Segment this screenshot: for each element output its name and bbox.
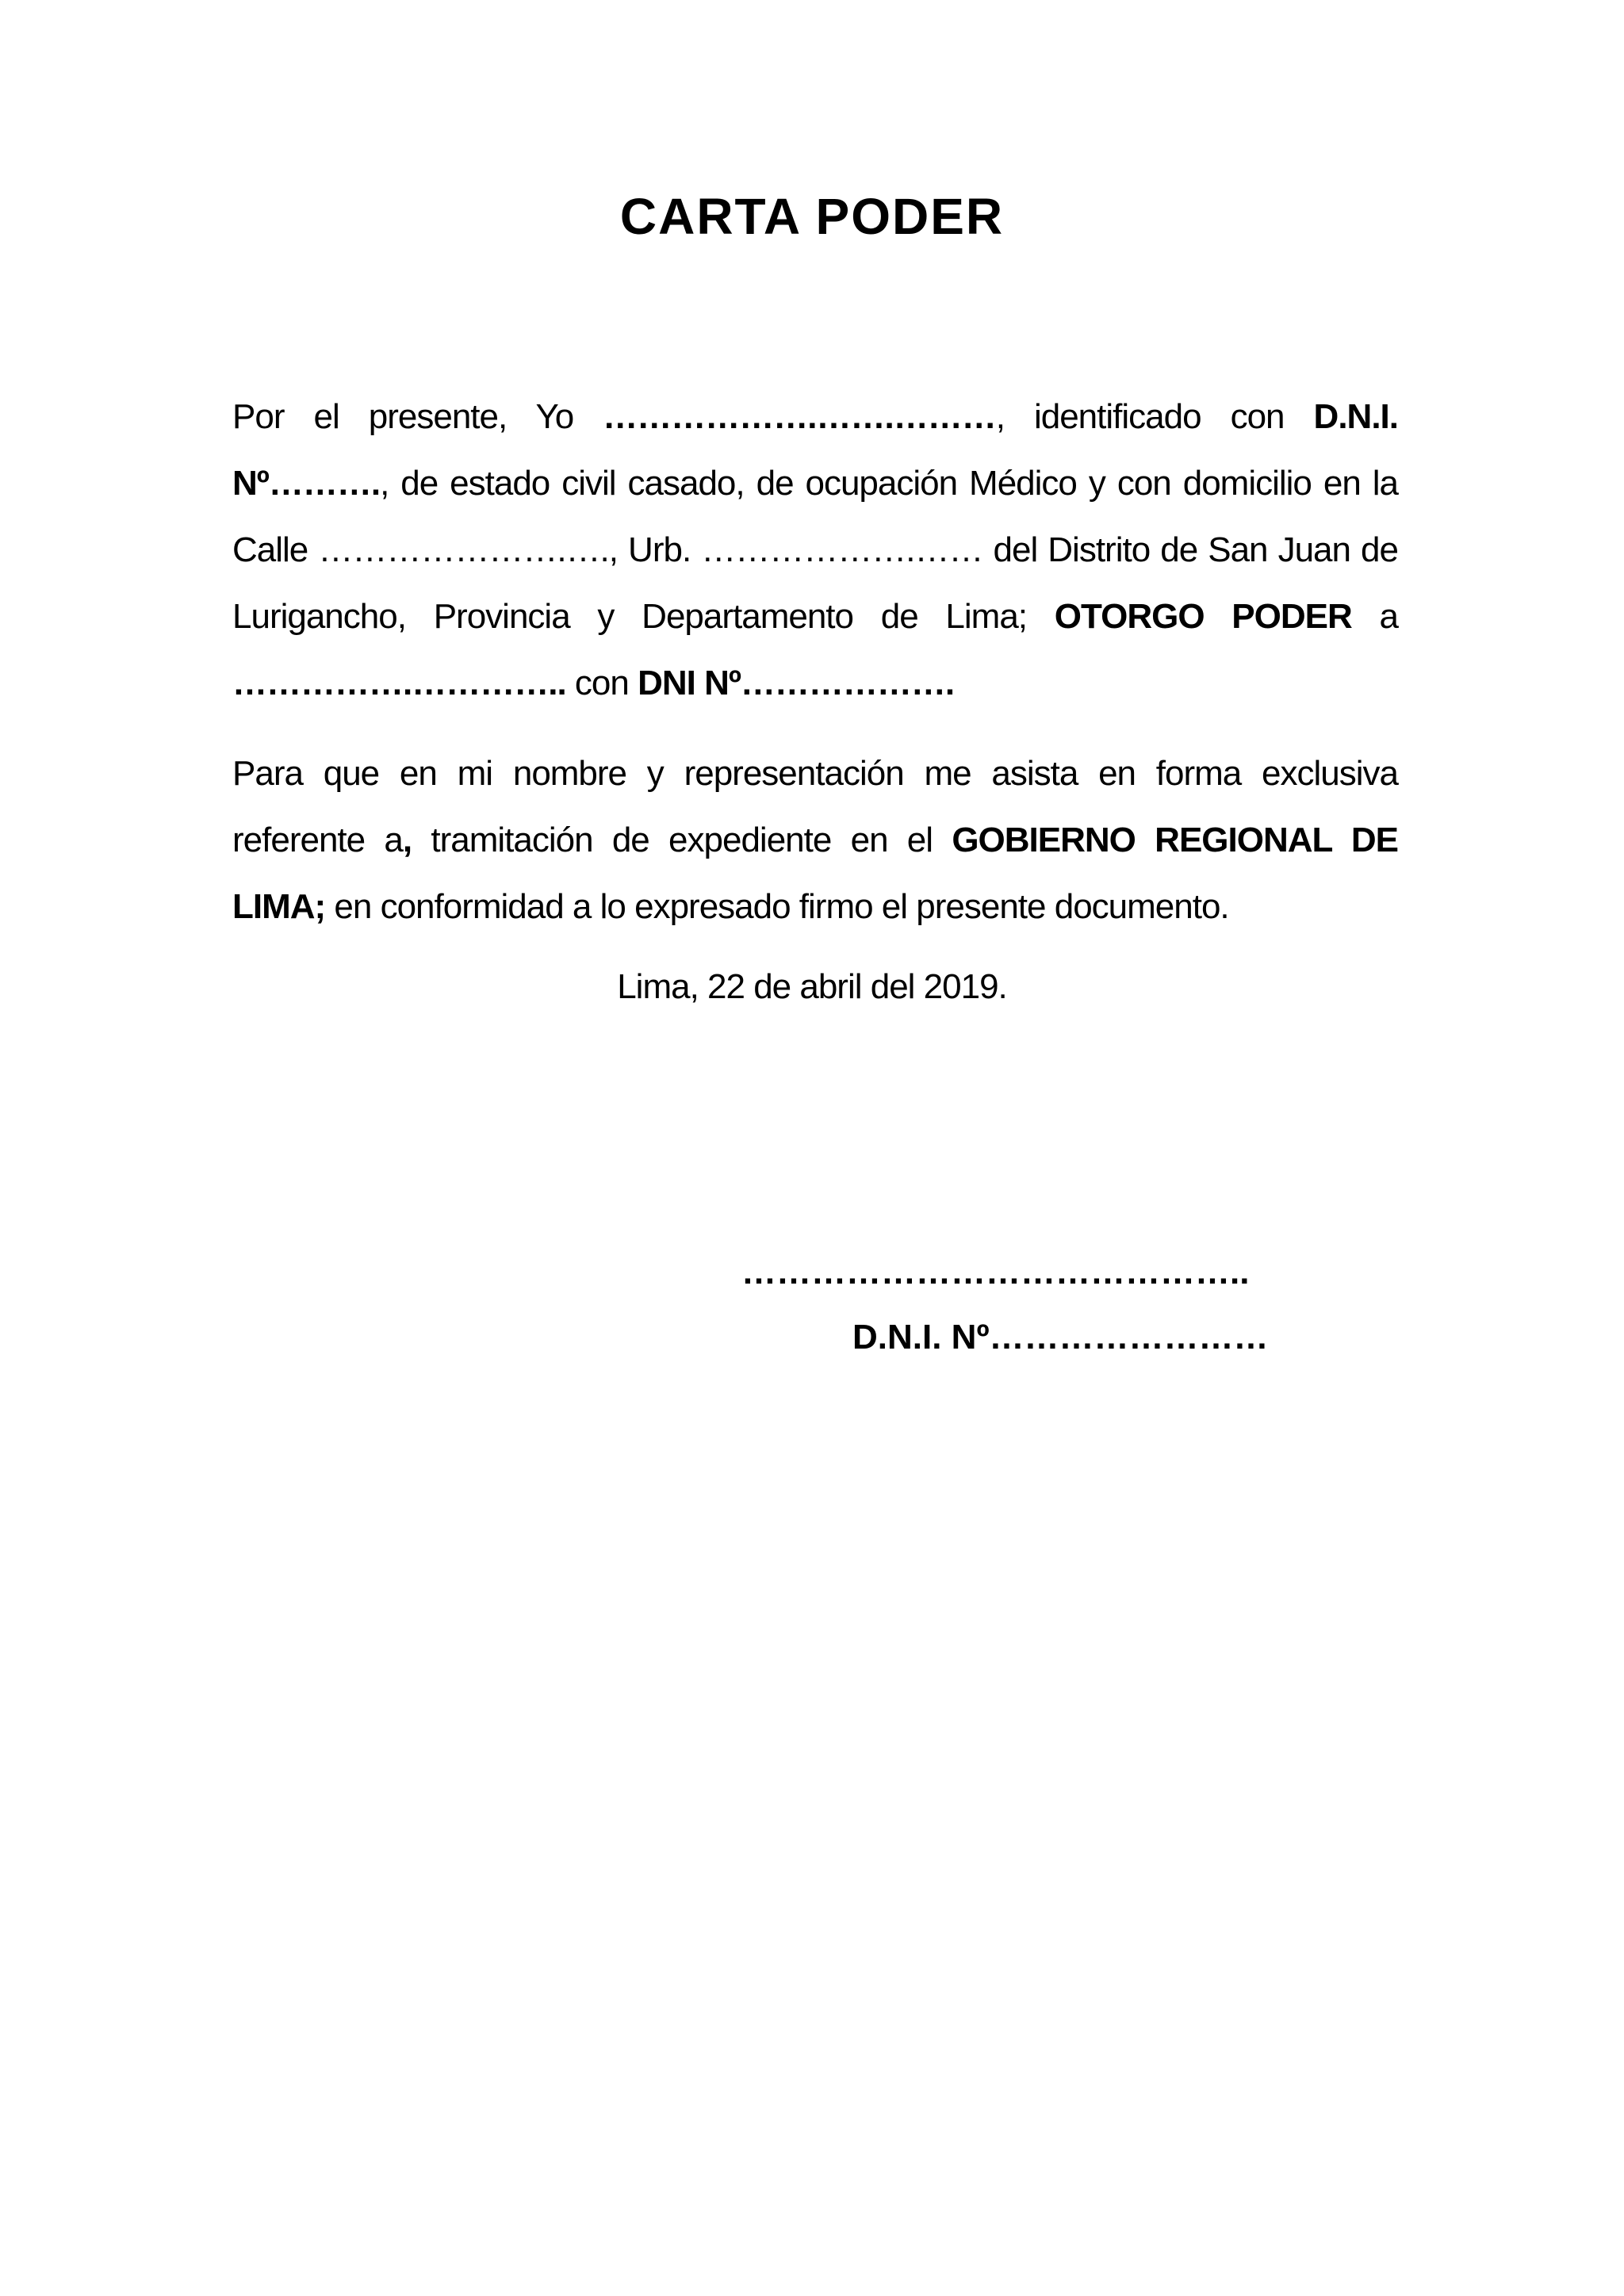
grantor-name-blank: ……………….…….………	[603, 397, 996, 436]
text-segment: con	[574, 664, 638, 702]
paragraph-purpose	[232, 740, 1398, 940]
grantor-dni-blank: D.N.I. Nº……….	[232, 397, 1398, 503]
text-segment: Por el presente, Yo	[232, 397, 603, 436]
text-segment: en conformidad a lo expresado firmo el presente documento.	[325, 887, 1229, 926]
document-date: Lima, 22 de abril del 2019.	[617, 967, 1007, 1006]
text-segment: Para que en mi nombre y representación me asista en forma exclusiva referente a	[232, 754, 1398, 859]
grantee-name-blank: …………….…………..	[232, 664, 575, 702]
text-segment: a	[1351, 597, 1398, 636]
institution-name: GOBIERNO REGIONAL DE LIMA;	[232, 821, 1398, 926]
otorgo-poder-label: OTORGO PODER	[1054, 597, 1352, 636]
paragraph-grant	[232, 384, 1398, 717]
signature-dni: D.N.I. Nº……………………	[852, 1318, 1269, 1357]
bold-comma: ,	[402, 821, 412, 859]
text-segment: tramitación de expediente en el	[412, 821, 952, 859]
signature-line: ……………………………………..	[741, 1253, 1250, 1292]
grantee-dni-blank: DNI Nº……………….	[638, 664, 955, 702]
document-title: CARTA PODER	[619, 188, 1005, 245]
text-segment: , de estado civil casado, de ocupación Médico y con domicilio en la Calle ………………….…., Urb. ……………….…… del Distrito de San Juan de Lurigancho, Provincia y Departamento de Lima;	[232, 464, 1398, 636]
text-segment: , identificado con	[995, 397, 1314, 436]
